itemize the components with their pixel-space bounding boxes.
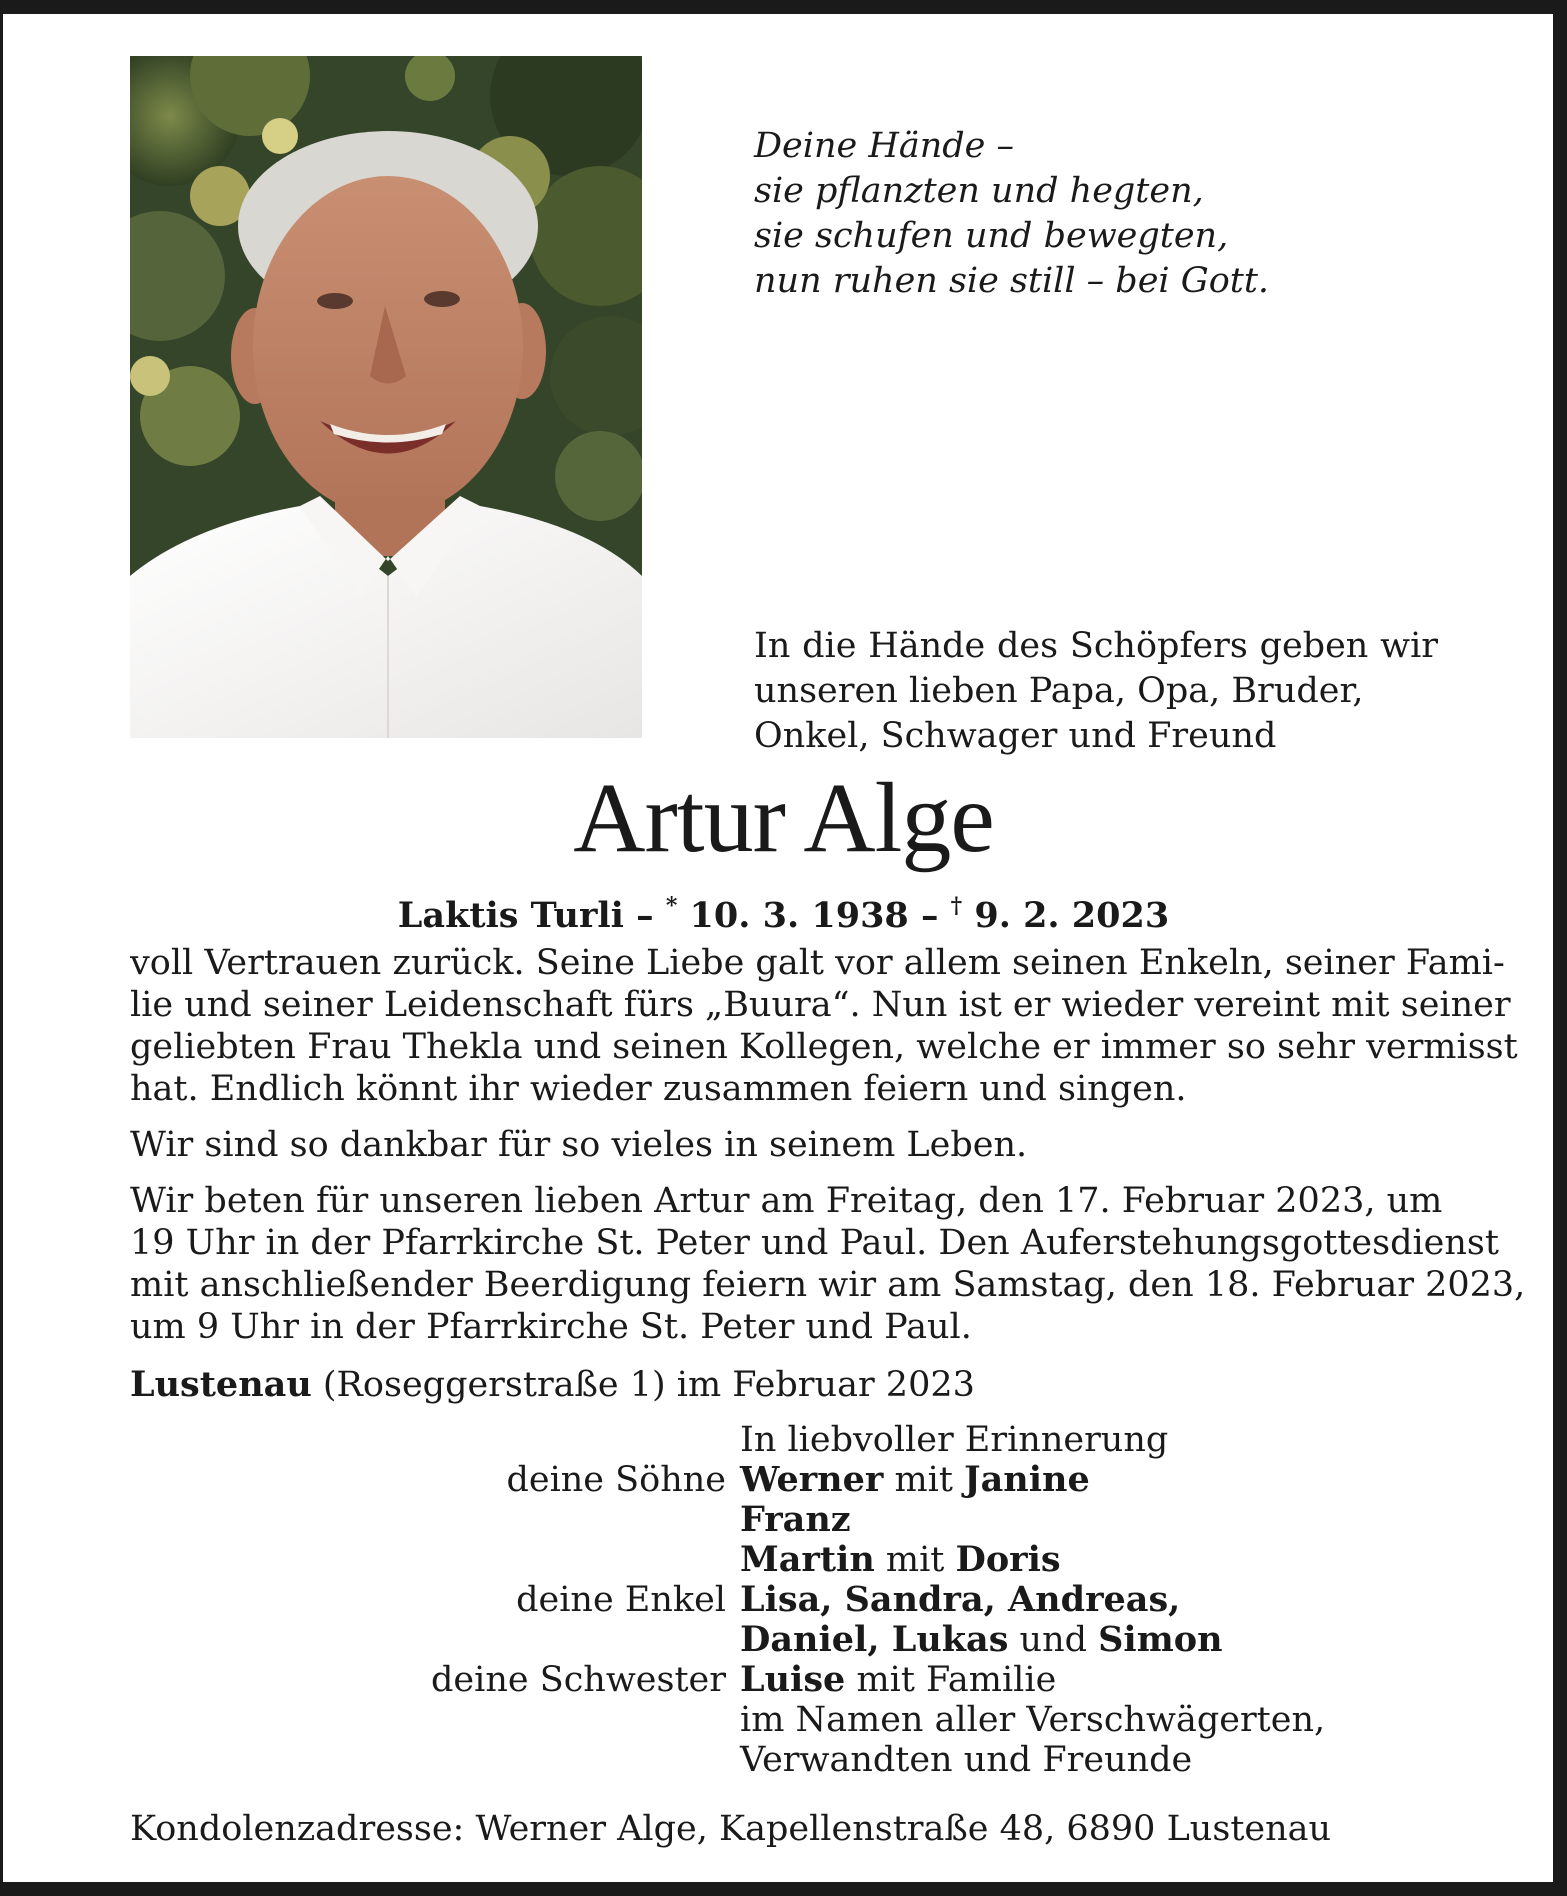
- place-rest: (Roseggerstraße 1) im Februar 2023: [311, 1365, 975, 1405]
- body-line: um 9 Uhr in der Pfarrkirche St. Peter und Paul.: [130, 1307, 972, 1347]
- sister-label: deine Schwester: [431, 1660, 726, 1700]
- sons-line-1: Werner mit Janine: [740, 1459, 1090, 1500]
- portrait-photo: [130, 56, 642, 738]
- sig-row: [130, 1660, 1438, 1700]
- body-line: Wir sind so dankbar für so vieles in seinem Leben.: [130, 1125, 1028, 1165]
- signatures: [130, 1420, 1438, 1780]
- body-line: lie und seiner Leidenschaft fürs „Buura“. Nun ist er wieder vereint mit seiner: [130, 985, 1511, 1025]
- sig-heading: In liebvoller Erinnerung: [740, 1420, 1169, 1460]
- grandchildren-line-2: Daniel, Lukas und Simon: [740, 1619, 1223, 1660]
- grandchildren-label: deine Enkel: [516, 1580, 726, 1620]
- body-line: hat. Endlich könnt ihr wieder zusammen feiern und singen.: [130, 1069, 1187, 1109]
- poem-line: sie pflanzten und hegten,: [754, 171, 1204, 211]
- intro-line: Onkel, Schwager und Freund: [754, 716, 1277, 756]
- poem-line: Deine Hände –: [754, 126, 1015, 166]
- sons-line-3: Martin mit Doris: [740, 1539, 1061, 1580]
- sig-row: [130, 1460, 1438, 1500]
- sister-line: Luise mit Familie: [740, 1659, 1057, 1700]
- body-line: voll Vertrauen zurück. Seine Liebe galt vor allem seinen Enkeln, seiner Fami-: [130, 943, 1505, 983]
- intro-line: unseren lieben Papa, Opa, Bruder,: [754, 671, 1364, 711]
- dash: –: [908, 895, 951, 936]
- sig-row: [130, 1580, 1438, 1620]
- obituary-body: [130, 942, 1526, 1348]
- closing-line-1: im Namen aller Verschwägerten,: [740, 1700, 1326, 1740]
- nickname: Laktis Turli: [397, 895, 624, 936]
- death-date: 9. 2. 2023: [962, 895, 1170, 936]
- sons-line-2: Franz: [740, 1499, 851, 1540]
- condolence-address: Kondolenzadresse: Werner Alge, Kapellenstraße 48, 6890 Lustenau: [130, 1809, 1332, 1849]
- poem-line: nun ruhen sie still – bei Gott.: [754, 261, 1270, 301]
- poem-verse: [754, 124, 1269, 304]
- poem-line: sie schufen und bewegten,: [754, 216, 1229, 256]
- birth-date: 10. 3. 1938: [677, 895, 909, 936]
- body-line: 19 Uhr in der Pfarrkirche St. Peter und Paul. Den Auferstehungsgottesdienst: [130, 1223, 1499, 1263]
- death-symbol: †: [950, 893, 963, 919]
- sig-row: [130, 1540, 1438, 1580]
- intro-line: In die Hände des Schöpfers geben wir: [754, 626, 1438, 666]
- body-line: Wir beten für unseren lieben Artur am Freitag, den 17. Februar 2023, um: [130, 1181, 1443, 1221]
- body-line: mit anschließender Beerdigung feiern wir am Samstag, den 18. Februar 2023,: [130, 1265, 1526, 1305]
- sons-label: deine Söhne: [506, 1460, 726, 1500]
- dash: –: [623, 895, 666, 936]
- sig-row: [130, 1420, 1438, 1460]
- sig-row: [130, 1620, 1438, 1660]
- sig-row: [130, 1500, 1438, 1540]
- place-date: [130, 1364, 975, 1406]
- place-town: Lustenau: [130, 1364, 312, 1405]
- body-line: geliebten Frau Thekla und seinen Kollegen, welche er immer so sehr vermisst: [130, 1027, 1518, 1067]
- life-dates: [0, 884, 1567, 938]
- grandchildren-line-1: Lisa, Sandra, Andreas,: [740, 1579, 1181, 1620]
- portrait-image: [130, 56, 642, 738]
- sig-row: [130, 1700, 1438, 1740]
- intro-text: [754, 624, 1438, 759]
- deceased-name: Artur Alge: [573, 762, 994, 873]
- closing-line-2: Verwandten und Freunde: [740, 1740, 1193, 1780]
- sig-row: [130, 1740, 1438, 1780]
- birth-symbol: *: [665, 893, 678, 919]
